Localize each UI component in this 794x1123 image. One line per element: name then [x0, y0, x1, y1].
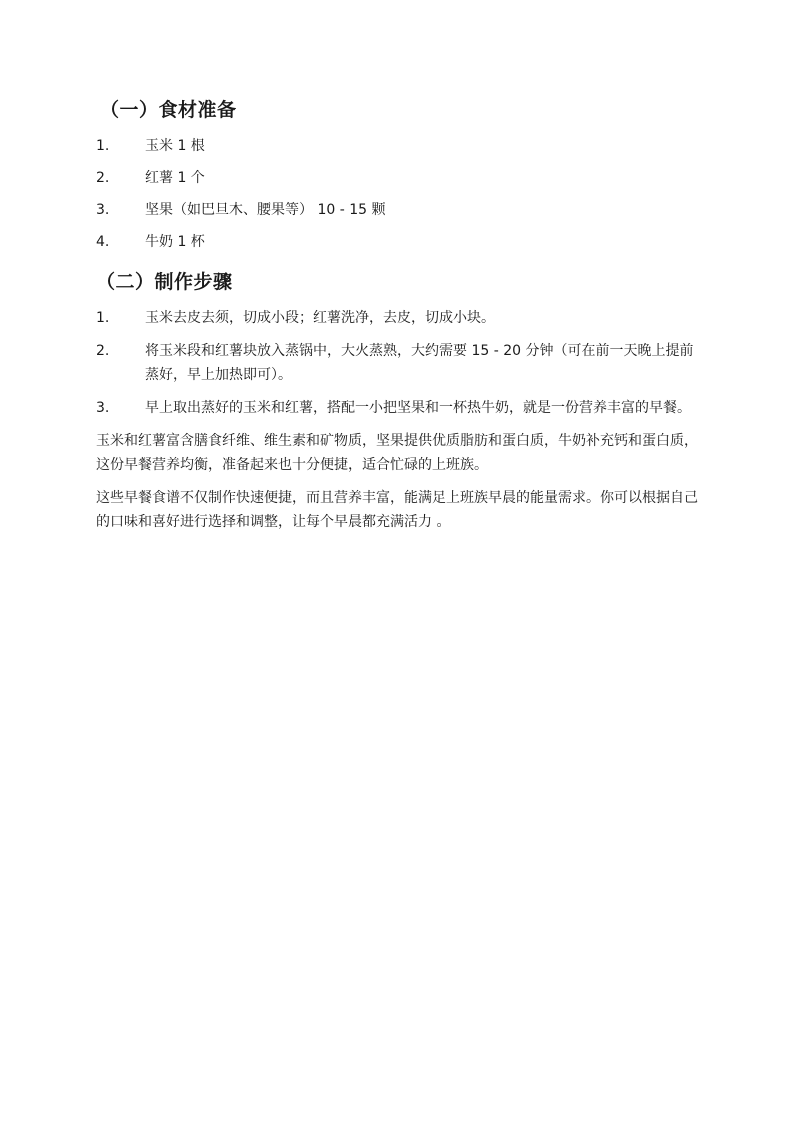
section-heading-steps: （二）制作步骤 [96, 271, 233, 293]
list-item-text: 坚果（如巴旦木、腰果等） 10 - 15 颗 [145, 202, 386, 218]
list-item-text: 牛奶 1 杯 [145, 234, 205, 250]
list-item-number: 1. [96, 138, 110, 154]
list-item-number: 1. [96, 310, 110, 326]
list-item-text: 将玉米段和红薯块放入蒸锅中，大火蒸熟，大约需要 15 - 20 分钟（可在前一天晚上提前蒸好，早上加热即可）。 [145, 343, 694, 383]
list-item [96, 396, 702, 420]
list-item [96, 230, 702, 254]
document-page [96, 96, 702, 534]
steps-list [96, 306, 702, 420]
list-item-number: 2. [96, 170, 110, 186]
list-item [96, 134, 702, 158]
list-item [96, 339, 702, 387]
ingredient-list [96, 134, 702, 254]
list-item-number: 2. [96, 343, 110, 359]
list-item-number: 3. [96, 202, 110, 218]
closing-paragraph: 这些早餐食谱不仅制作快速便捷，而且营养丰富，能满足上班族早晨的能量需求。你可以根据自己的口味和喜好进行选择和调整，让每个早晨都充满活力 。 [96, 490, 698, 530]
list-item [96, 306, 702, 330]
list-item [96, 166, 702, 190]
list-item-text: 早上取出蒸好的玉米和红薯，搭配一小把坚果和一杯热牛奶，就是一份营养丰富的早餐。 [145, 400, 691, 416]
list-item-text: 红薯 1 个 [145, 170, 205, 186]
list-item-number: 4. [96, 234, 110, 250]
list-item [96, 198, 702, 222]
list-item-text: 玉米 1 根 [145, 138, 205, 154]
summary-paragraph: 玉米和红薯富含膳食纤维、维生素和矿物质，坚果提供优质脂肪和蛋白质，牛奶补充钙和蛋白质，这份早餐营养均衡，准备起来也十分便捷，适合忙碌的上班族。 [96, 433, 698, 473]
list-item-number: 3. [96, 400, 110, 416]
section-heading-ingredients: （一）食材准备 [100, 99, 237, 121]
list-item-text: 玉米去皮去须，切成小段；红薯洗净，去皮，切成小块。 [145, 310, 495, 326]
